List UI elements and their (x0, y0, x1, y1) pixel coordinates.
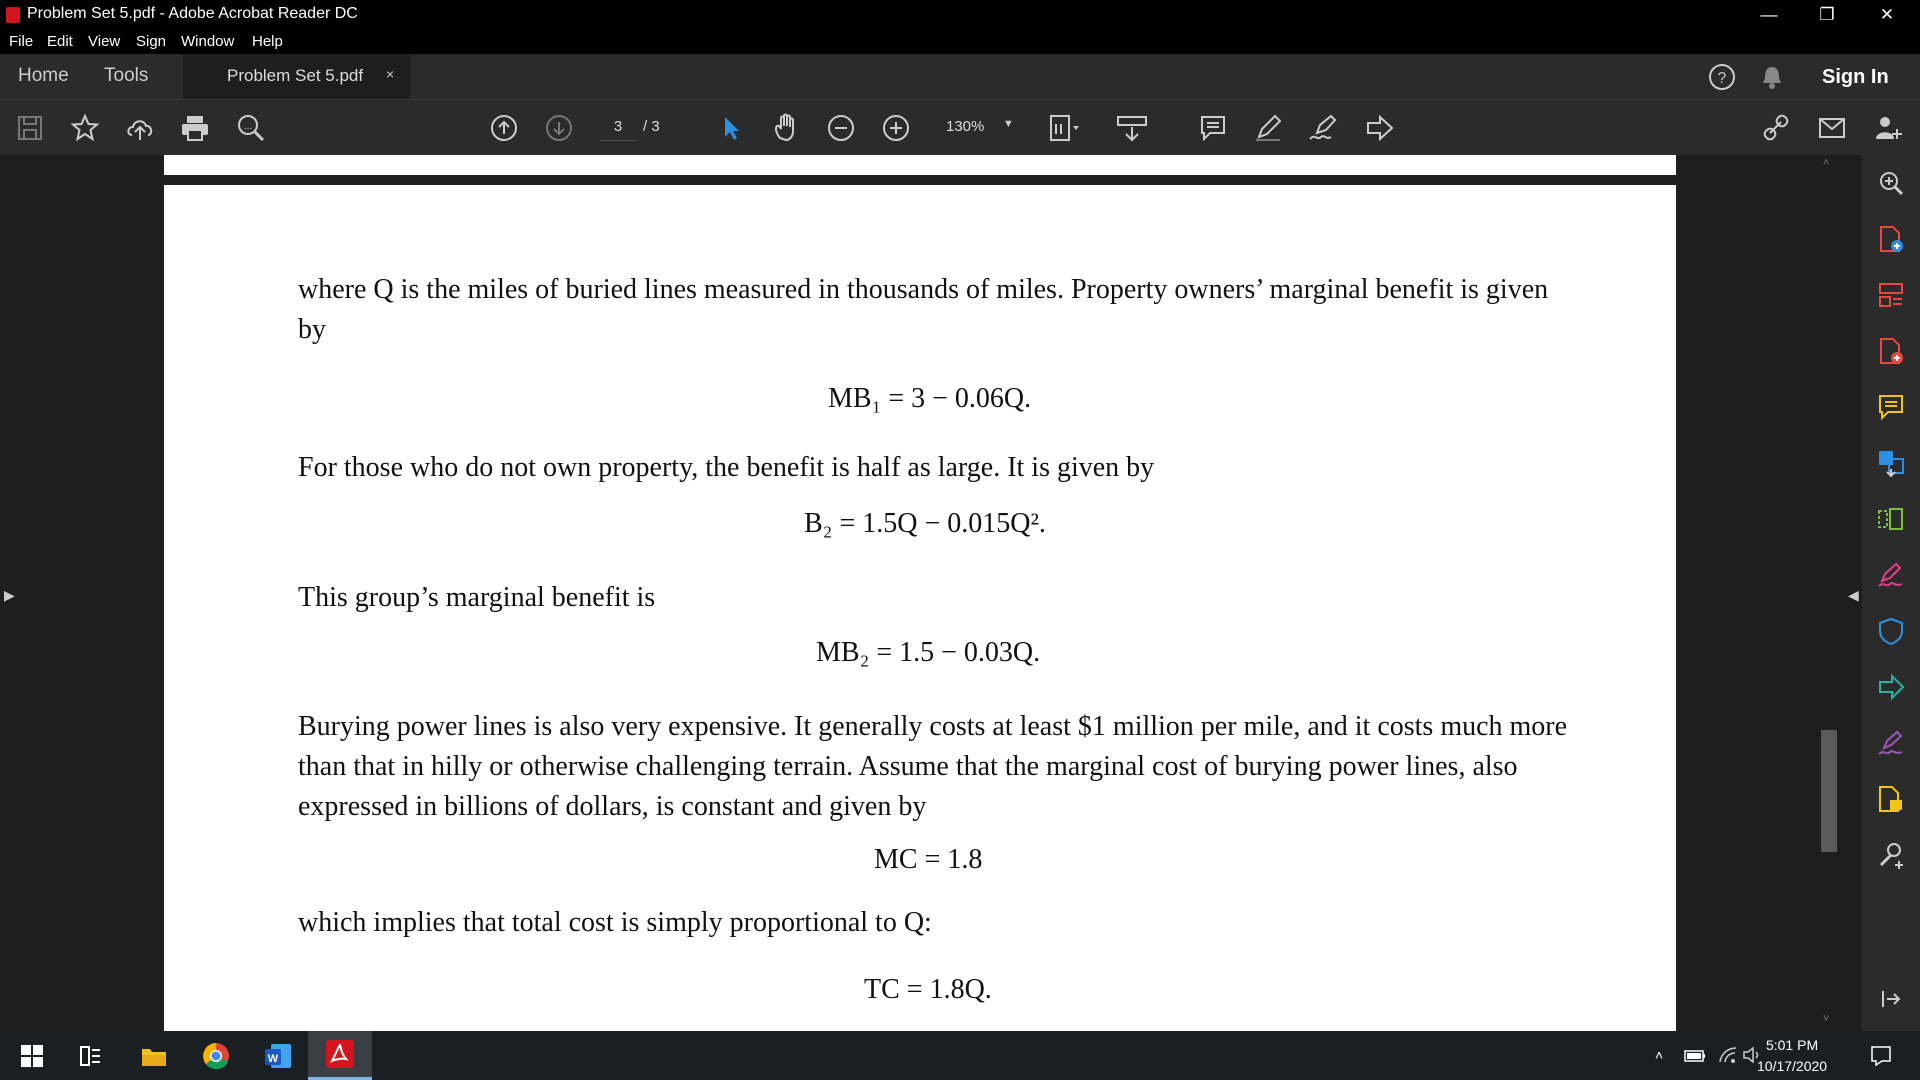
zoom-dropdown-icon[interactable]: ▼ (1003, 118, 1014, 130)
show-hidden-icons-icon[interactable]: ˄ (1655, 1047, 1664, 1063)
right-panel-toggle-icon[interactable]: ◀ (1848, 587, 1859, 603)
minimize-button[interactable]: — (1760, 4, 1778, 24)
close-tab-icon[interactable]: × (386, 66, 395, 82)
right-tools-panel (1862, 155, 1920, 1031)
save-icon[interactable] (12, 110, 48, 146)
scroll-up-icon[interactable]: ˄ (1823, 157, 1830, 169)
page-separator (164, 175, 1676, 180)
comment-icon[interactable] (1195, 110, 1231, 146)
acrobat-app-icon (6, 7, 20, 23)
request-signature-icon[interactable] (1873, 725, 1909, 761)
wifi-icon[interactable] (1718, 1046, 1738, 1069)
equation-b2: B₂ = 1.5Q − 0.015Q². (804, 508, 1046, 539)
select-cursor-icon[interactable] (713, 110, 749, 146)
menu-bar (0, 29, 1920, 54)
fill-sign-icon[interactable] (1873, 557, 1909, 593)
title-bar (0, 0, 1920, 29)
left-panel-toggle-icon[interactable]: ▶ (4, 587, 15, 603)
task-view-icon[interactable] (58, 1031, 122, 1080)
tab-tools[interactable]: Tools (104, 65, 149, 86)
print-icon[interactable] (177, 110, 213, 146)
menu-edit[interactable]: Edit (47, 33, 73, 50)
create-pdf-icon[interactable] (1873, 221, 1909, 257)
comment-tool-icon[interactable] (1873, 389, 1909, 425)
system-clock[interactable] (1757, 1035, 1827, 1077)
window-title: Problem Set 5.pdf - Adobe Acrobat Reader DC (27, 5, 358, 22)
svg-text:?: ? (1717, 70, 1727, 87)
scroll-down-icon[interactable]: ˅ (1823, 1013, 1830, 1025)
zoom-search-icon[interactable] (1873, 165, 1909, 201)
help-icon[interactable] (1708, 63, 1736, 97)
previous-page-icon[interactable] (486, 110, 522, 146)
collapse-panel-icon[interactable] (1873, 981, 1909, 1017)
page-number-input[interactable]: 3 (600, 114, 636, 141)
equation-tc: TC = 1.8Q. (864, 974, 992, 1005)
export-pdf-icon[interactable] (1873, 333, 1909, 369)
send-for-review-icon[interactable] (1873, 669, 1909, 705)
zoom-level[interactable]: 130% (946, 118, 985, 135)
paragraph-3: This group’s marginal benefit is (298, 582, 656, 613)
share-link-icon[interactable] (1758, 110, 1794, 146)
zoom-in-icon[interactable] (878, 110, 914, 146)
file-explorer-icon[interactable] (122, 1031, 186, 1080)
tab-document-label: Problem Set 5.pdf (227, 66, 364, 85)
sign-in-button[interactable]: Sign In (1822, 66, 1889, 88)
svg-text:...: ... (243, 121, 253, 132)
bookmark-star-icon[interactable] (67, 110, 103, 146)
add-user-icon[interactable] (1870, 110, 1906, 146)
tab-bar (0, 54, 1920, 100)
menu-file[interactable]: File (9, 33, 34, 50)
word-icon[interactable] (246, 1031, 310, 1080)
document-viewport[interactable] (22, 155, 1819, 1031)
windows-start-icon[interactable] (0, 1031, 64, 1080)
send-share-icon[interactable] (1361, 110, 1397, 146)
close-window-button[interactable]: ✕ (1879, 4, 1895, 24)
windows-taskbar (0, 1031, 1920, 1080)
edit-pdf-icon[interactable] (1873, 501, 1909, 537)
previous-page-bottom (164, 155, 1676, 175)
vertical-scrollbar[interactable] (1819, 155, 1839, 1031)
clock-time: 5:01 PM (1765, 1037, 1819, 1053)
svg-text:W: W (267, 1052, 279, 1065)
hand-tool-icon[interactable] (768, 110, 804, 146)
next-page-icon[interactable] (541, 110, 577, 146)
menu-sign[interactable]: Sign (136, 33, 167, 50)
page-total-label: / 3 (643, 118, 660, 135)
scroll-thumb[interactable] (1821, 730, 1837, 852)
menu-window[interactable]: Window (181, 33, 235, 50)
equation-mc: MC = 1.8 (874, 844, 983, 875)
tab-document[interactable] (183, 54, 410, 99)
chrome-icon[interactable] (184, 1031, 248, 1080)
restore-button[interactable]: ❐ (1819, 4, 1835, 24)
protect-shield-icon[interactable] (1873, 613, 1909, 649)
sign-pen-icon[interactable] (1306, 110, 1342, 146)
paragraph-5: which implies that total cost is simply proportional to Q: (298, 907, 932, 938)
email-icon[interactable] (1814, 110, 1850, 146)
acrobat-taskbar-icon[interactable] (308, 1031, 372, 1080)
scroll-mode-icon[interactable] (1114, 110, 1150, 146)
menu-view[interactable]: View (88, 33, 121, 50)
main-toolbar (0, 100, 1920, 155)
combine-files-icon[interactable] (1873, 445, 1909, 481)
equation-mb1: MB₁ = 3 − 0.06Q. (828, 383, 1032, 414)
paragraph-4: Burying power lines is also very expensive. It generally costs at least $1 million per mile, and it costs much more than that in hilly or otherwise challenging terrain. Assume that the marginal cost of burying power lines, also expressed in billions of dollars, is constant and given by (298, 711, 1568, 822)
action-center-icon[interactable] (1870, 1045, 1892, 1072)
send-track-icon[interactable] (1873, 781, 1909, 817)
battery-icon[interactable] (1684, 1049, 1706, 1067)
clock-date: 10/17/2020 (1757, 1058, 1828, 1074)
paragraph-2: For those who do not own property, the benefit is half as large. It is given by (298, 452, 1155, 483)
upload-cloud-icon[interactable] (122, 110, 158, 146)
more-tools-icon[interactable] (1873, 837, 1909, 873)
fit-page-icon[interactable] (1046, 110, 1082, 146)
equation-mb2: MB₂ = 1.5 − 0.03Q. (816, 637, 1041, 668)
tab-home[interactable]: Home (18, 65, 69, 86)
organize-pages-icon[interactable] (1873, 277, 1909, 313)
pdf-page (164, 185, 1676, 1031)
menu-help[interactable]: Help (252, 33, 283, 50)
notification-bell-icon[interactable] (1760, 64, 1784, 96)
zoom-out-icon[interactable] (823, 110, 859, 146)
highlight-pen-icon[interactable] (1250, 110, 1286, 146)
paragraph-1: where Q is the miles of buried lines measured in thousands of miles. Property owners’ marginal benefit is given by (298, 274, 1549, 345)
search-zoom-icon[interactable] (233, 110, 269, 146)
